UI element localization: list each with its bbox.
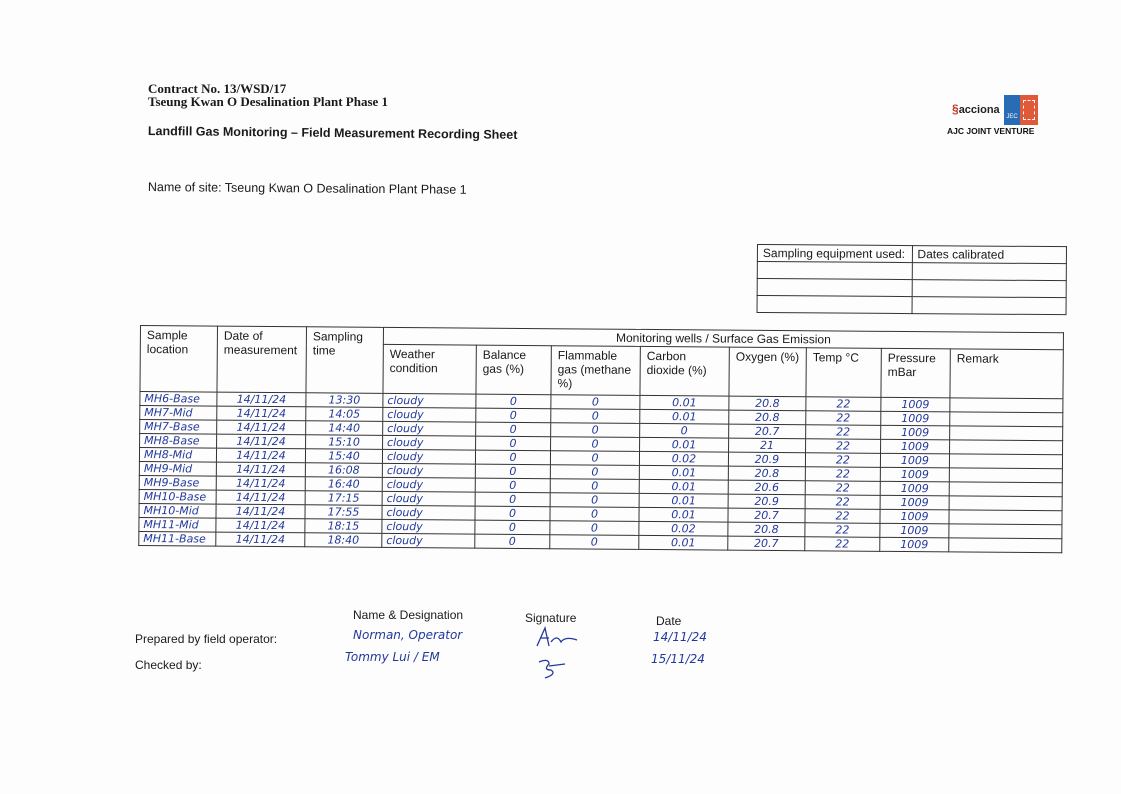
equipment-table [757,244,1067,315]
cell-pressure: 1009 [881,439,950,454]
jec-block: JEC [1004,95,1020,125]
cell-location: MH8-Mid [139,448,216,463]
cell-location: MH7-Mid [140,406,217,421]
cell-date: 14/11/24 [217,406,306,421]
cell-time: 17:55 [305,505,382,520]
header-monitoring-wells: Monitoring wells / Surface Gas Emission [383,327,1063,349]
cell-time: 15:40 [305,449,382,464]
cell-oxygen: 20.9 [728,452,805,467]
header-weather: Weather condition [383,344,476,394]
sheet-title: Landfill Gas Monitoring – Field Measurement Recording Sheet [147,124,518,142]
cell-weather: cloudy [382,505,475,520]
cell-balance: 0 [476,422,551,437]
cell-date: 14/11/24 [216,490,305,505]
cell-remark [950,426,1063,441]
cell-location: MH8-Base [140,434,217,449]
cell-co2: 0.01 [639,465,728,480]
cell-time: 18:40 [305,533,382,548]
name-designation-header: Name & Designation [353,608,464,622]
ajc-joint-venture: AJC JOINT VENTURE [947,126,1035,136]
cell-flammable: 0 [550,535,639,550]
cell-oxygen: 20.8 [729,410,806,425]
date-header: Date [656,614,682,628]
cell-pressure: 1009 [880,523,949,538]
cell-remark [950,398,1063,413]
cell-date: 14/11/24 [216,518,305,533]
cell-co2: 0.01 [639,507,728,522]
cell-oxygen: 20.8 [728,522,805,537]
cell-flammable: 0 [550,479,639,494]
checked-signature [535,656,575,683]
cell-temp: 22 [806,425,881,440]
measurement-table [138,325,1064,553]
cell-date: 14/11/24 [217,420,306,435]
cell-temp: 22 [806,411,881,426]
prepared-signature [533,626,583,655]
cell-balance: 0 [475,450,550,465]
header-date: Date of measurement [217,326,307,393]
cell-temp: 22 [806,439,881,454]
equipment-cell [757,296,912,314]
header-location: Sample location [140,326,218,393]
cell-temp: 22 [805,495,880,510]
cell-flammable: 0 [551,395,640,410]
checked-name: Tommy Lui / EM [345,650,440,664]
acciona-logo [952,102,1000,116]
cell-flammable: 0 [550,451,639,466]
cell-flammable: 0 [550,507,639,522]
prepared-by-label: Prepared by field operator: [135,632,278,646]
header-balance: Balance gas (%) [476,345,551,395]
cell-time: 16:08 [305,463,382,478]
equipment-header: Sampling equipment used: [757,245,912,263]
cell-flammable: 0 [551,437,640,452]
calibrated-cell [912,297,1067,315]
cell-remark [949,454,1062,469]
checked-by-label: Checked by: [135,658,202,672]
cell-time: 16:40 [305,477,382,492]
cell-pressure: 1009 [880,495,949,510]
cell-date: 14/11/24 [216,448,305,463]
cell-co2: 0.01 [640,395,729,410]
cell-time: 18:15 [305,519,382,534]
cell-time: 14:40 [306,421,383,436]
cell-pressure: 1009 [881,425,950,440]
cell-co2: 0.02 [639,521,728,536]
cell-oxygen: 21 [729,438,806,453]
cell-weather: cloudy [382,491,475,506]
cell-weather: cloudy [382,477,475,492]
acciona-swirl-icon: § [952,102,959,116]
cell-pressure: 1009 [880,453,949,468]
cell-oxygen: 20.7 [729,424,806,439]
calibrated-header: Dates calibrated [912,246,1067,264]
cell-co2: 0.01 [640,437,729,452]
signature-header: Signature [525,611,577,625]
cell-co2: 0.01 [639,479,728,494]
site-name: Name of site: Tseung Kwan O Desalination Plant Phase 1 [147,180,467,197]
cell-oxygen: 20.7 [728,508,805,523]
cell-temp: 22 [806,397,881,412]
calibrated-cell [912,280,1067,298]
cell-date: 14/11/24 [216,504,305,519]
project-name: Tseung Kwan O Desalination Plant Phase 1 [148,94,389,109]
cell-pressure: 1009 [880,537,949,552]
header-time: Sampling time [306,327,384,394]
cell-remark [950,440,1063,455]
cell-temp: 22 [805,523,880,538]
cell-location: MH11-Base [139,531,216,546]
header-temp: Temp °C [806,348,881,398]
cell-pressure: 1009 [880,481,949,496]
prepared-date: 14/11/24 [653,630,707,644]
header-flammable: Flammable gas (methane %) [551,346,640,396]
cell-weather: cloudy [383,393,476,408]
cell-time: 13:30 [306,393,383,408]
cell-balance: 0 [476,394,551,409]
cell-balance: 0 [475,492,550,507]
cell-location: MH6-Base [140,392,217,407]
header-pressure: Pressure mBar [881,348,950,398]
cell-remark [949,468,1062,483]
signoff-section [135,608,755,688]
header-remark: Remark [950,349,1063,399]
cell-date: 14/11/24 [216,532,305,547]
cell-weather: cloudy [382,449,475,464]
cell-balance: 0 [475,534,550,549]
cell-temp: 22 [805,481,880,496]
cell-co2: 0.02 [639,451,728,466]
cell-temp: 22 [805,453,880,468]
company-logo [947,95,1042,137]
cell-time: 15:10 [306,435,383,450]
cell-temp: 22 [805,537,880,552]
cell-oxygen: 20.8 [729,396,806,411]
cell-weather: cloudy [382,533,475,548]
cell-temp: 22 [805,467,880,482]
cell-balance: 0 [475,464,550,479]
prepared-name: Norman, Operator [353,628,463,642]
cell-location: MH10-Mid [139,503,216,518]
cell-remark [949,538,1062,553]
cell-remark [949,482,1062,497]
equipment-cell [757,279,912,297]
cell-balance: 0 [475,506,550,521]
cell-location: MH7-Base [140,420,217,435]
chec-block-icon [1020,95,1038,125]
cell-co2: 0.01 [639,493,728,508]
acciona-text: acciona [958,104,1000,116]
cell-oxygen: 20.6 [728,480,805,495]
prepared-signature-icon [533,626,583,650]
cell-oxygen: 20.7 [728,536,805,551]
calibrated-cell [912,263,1067,281]
equipment-cell [757,262,912,280]
cell-pressure: 1009 [880,467,949,482]
cell-balance: 0 [475,520,550,535]
cell-balance: 0 [476,408,551,423]
cell-location: MH9-Mid [139,461,216,476]
contract-number: Contract No. 13/WSD/17 [148,81,287,96]
cell-flammable: 0 [550,465,639,480]
cell-oxygen: 20.8 [728,466,805,481]
cell-remark [949,510,1062,525]
cell-weather: cloudy [382,519,475,534]
cell-weather: cloudy [383,407,476,422]
cell-oxygen: 20.9 [728,494,805,509]
cell-pressure: 1009 [880,509,949,524]
cell-location: MH10-Base [139,489,216,504]
cell-co2: 0.01 [639,535,728,550]
cell-remark [949,524,1062,539]
cell-pressure: 1009 [881,411,950,426]
cell-balance: 0 [476,436,551,451]
cell-weather: cloudy [383,435,476,450]
cell-location: MH9-Base [139,475,216,490]
cell-flammable: 0 [550,521,639,536]
cell-flammable: 0 [551,409,640,424]
cell-flammable: 0 [551,423,640,438]
cell-remark [949,496,1062,511]
cell-balance: 0 [475,478,550,493]
cell-pressure: 1009 [881,397,950,412]
cell-remark [950,412,1063,427]
cell-co2: 0 [640,423,729,438]
cell-location: MH11-Mid [139,517,216,532]
cell-flammable: 0 [550,493,639,508]
cell-temp: 22 [805,509,880,524]
cell-weather: cloudy [383,421,476,436]
checked-signature-icon [535,656,575,680]
cell-date: 14/11/24 [217,434,306,449]
header-oxygen: Oxygen (%) [729,347,806,397]
cell-time: 14:05 [306,407,383,422]
cell-date: 14/11/24 [217,392,306,407]
header-co2: Carbon dioxide (%) [640,346,729,396]
cell-date: 14/11/24 [216,476,305,491]
checked-date: 15/11/24 [651,652,705,666]
cell-time: 17:15 [305,491,382,506]
cell-date: 14/11/24 [216,462,305,477]
cell-weather: cloudy [382,463,475,478]
cell-co2: 0.01 [640,409,729,424]
